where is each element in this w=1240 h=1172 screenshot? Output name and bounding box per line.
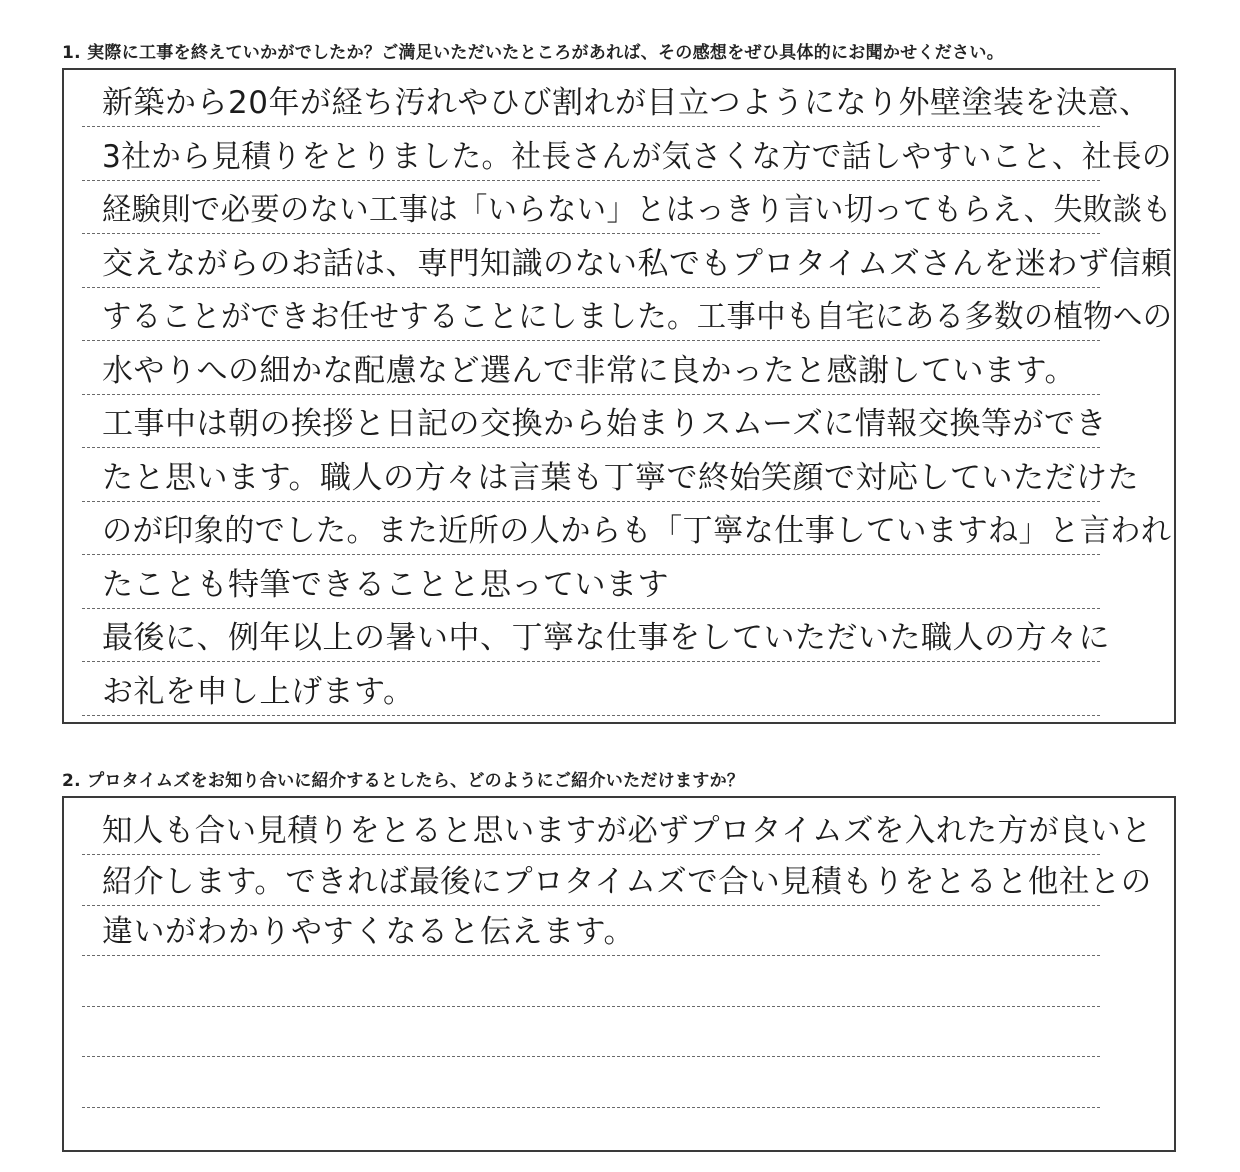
answer-line: 水やりへの細かな配慮など選んで非常に良かったと感謝しています。 (102, 352, 1077, 389)
answer-line: 3社から見積りをとりました。社長さんが気さくな方で話しやすいこと、社長の (102, 138, 1172, 175)
answer-line: 知人も合い見積りをとると思いますが必ずプロタイムズを入れた方が良いと (102, 813, 1153, 849)
ruled-line (82, 608, 1100, 609)
ruled-line (82, 1056, 1100, 1057)
answer-line: することができお任せすることにしました。工事中も自宅にある多数の植物への (102, 299, 1173, 335)
answer-line: 経験則で必要のない工事は「いらない」とはっきり言い切ってもらえ、失敗談も (102, 192, 1172, 228)
ruled-line (82, 905, 1100, 906)
ruled-line (82, 501, 1100, 502)
ruled-line (82, 955, 1100, 956)
question-1-label: 1. 実際に工事を終えていかがでしたか？ご満足いただいたところがあれば、その感想をぜひ具体的にお聞かせください。 (62, 43, 1005, 63)
answer-line: のが印象的でした。また近所の人からも「丁寧な仕事していますね」と言われ (102, 513, 1172, 549)
answer-line: 違いがわかりやすくなると伝えます。 (102, 914, 636, 950)
answer-line: 新築から20年が経ち汚れやひび割れが目立つようになり外壁塗装を決意、 (102, 85, 1151, 121)
question-1-answer-box (62, 68, 1176, 724)
answer-line: 紹介します。できれば最後にプロタイムズで合い見積もりをとると他社との (102, 863, 1152, 900)
answer-line: たと思います。職人の方々は言葉も丁寧で終始笑顔で対応していただけた (102, 459, 1140, 496)
question-2-answer-box (62, 796, 1176, 1152)
ruled-line (82, 715, 1100, 716)
ruled-line (82, 180, 1100, 181)
ruled-line (82, 287, 1100, 288)
ruled-line (82, 661, 1100, 662)
answer-line: 交えながらのお話は、専門知識のない私でもプロタイムズさんを迷わず信頼 (102, 245, 1173, 282)
answer-line: 工事中は朝の挨拶と日記の交換から始まりスムーズに情報交換等ができ (102, 406, 1107, 442)
ruled-line (82, 233, 1100, 234)
ruled-line (82, 394, 1100, 395)
ruled-line (82, 447, 1100, 448)
answer-line: 最後に、例年以上の暑い中、丁寧な仕事をしていただいた職人の方々に (102, 620, 1110, 656)
answer-line: お礼を申し上げます。 (102, 673, 415, 710)
question-2-label: 2. プロタイムズをお知り合いに紹介するとしたら、どのようにご紹介いただけますか？ (62, 771, 745, 791)
ruled-line (82, 126, 1100, 127)
ruled-line (82, 340, 1100, 341)
ruled-line (82, 1107, 1100, 1108)
answer-line: たことも特筆できることと思っています (102, 566, 669, 603)
ruled-line (82, 1006, 1100, 1007)
ruled-line (82, 554, 1100, 555)
ruled-line (82, 854, 1100, 855)
